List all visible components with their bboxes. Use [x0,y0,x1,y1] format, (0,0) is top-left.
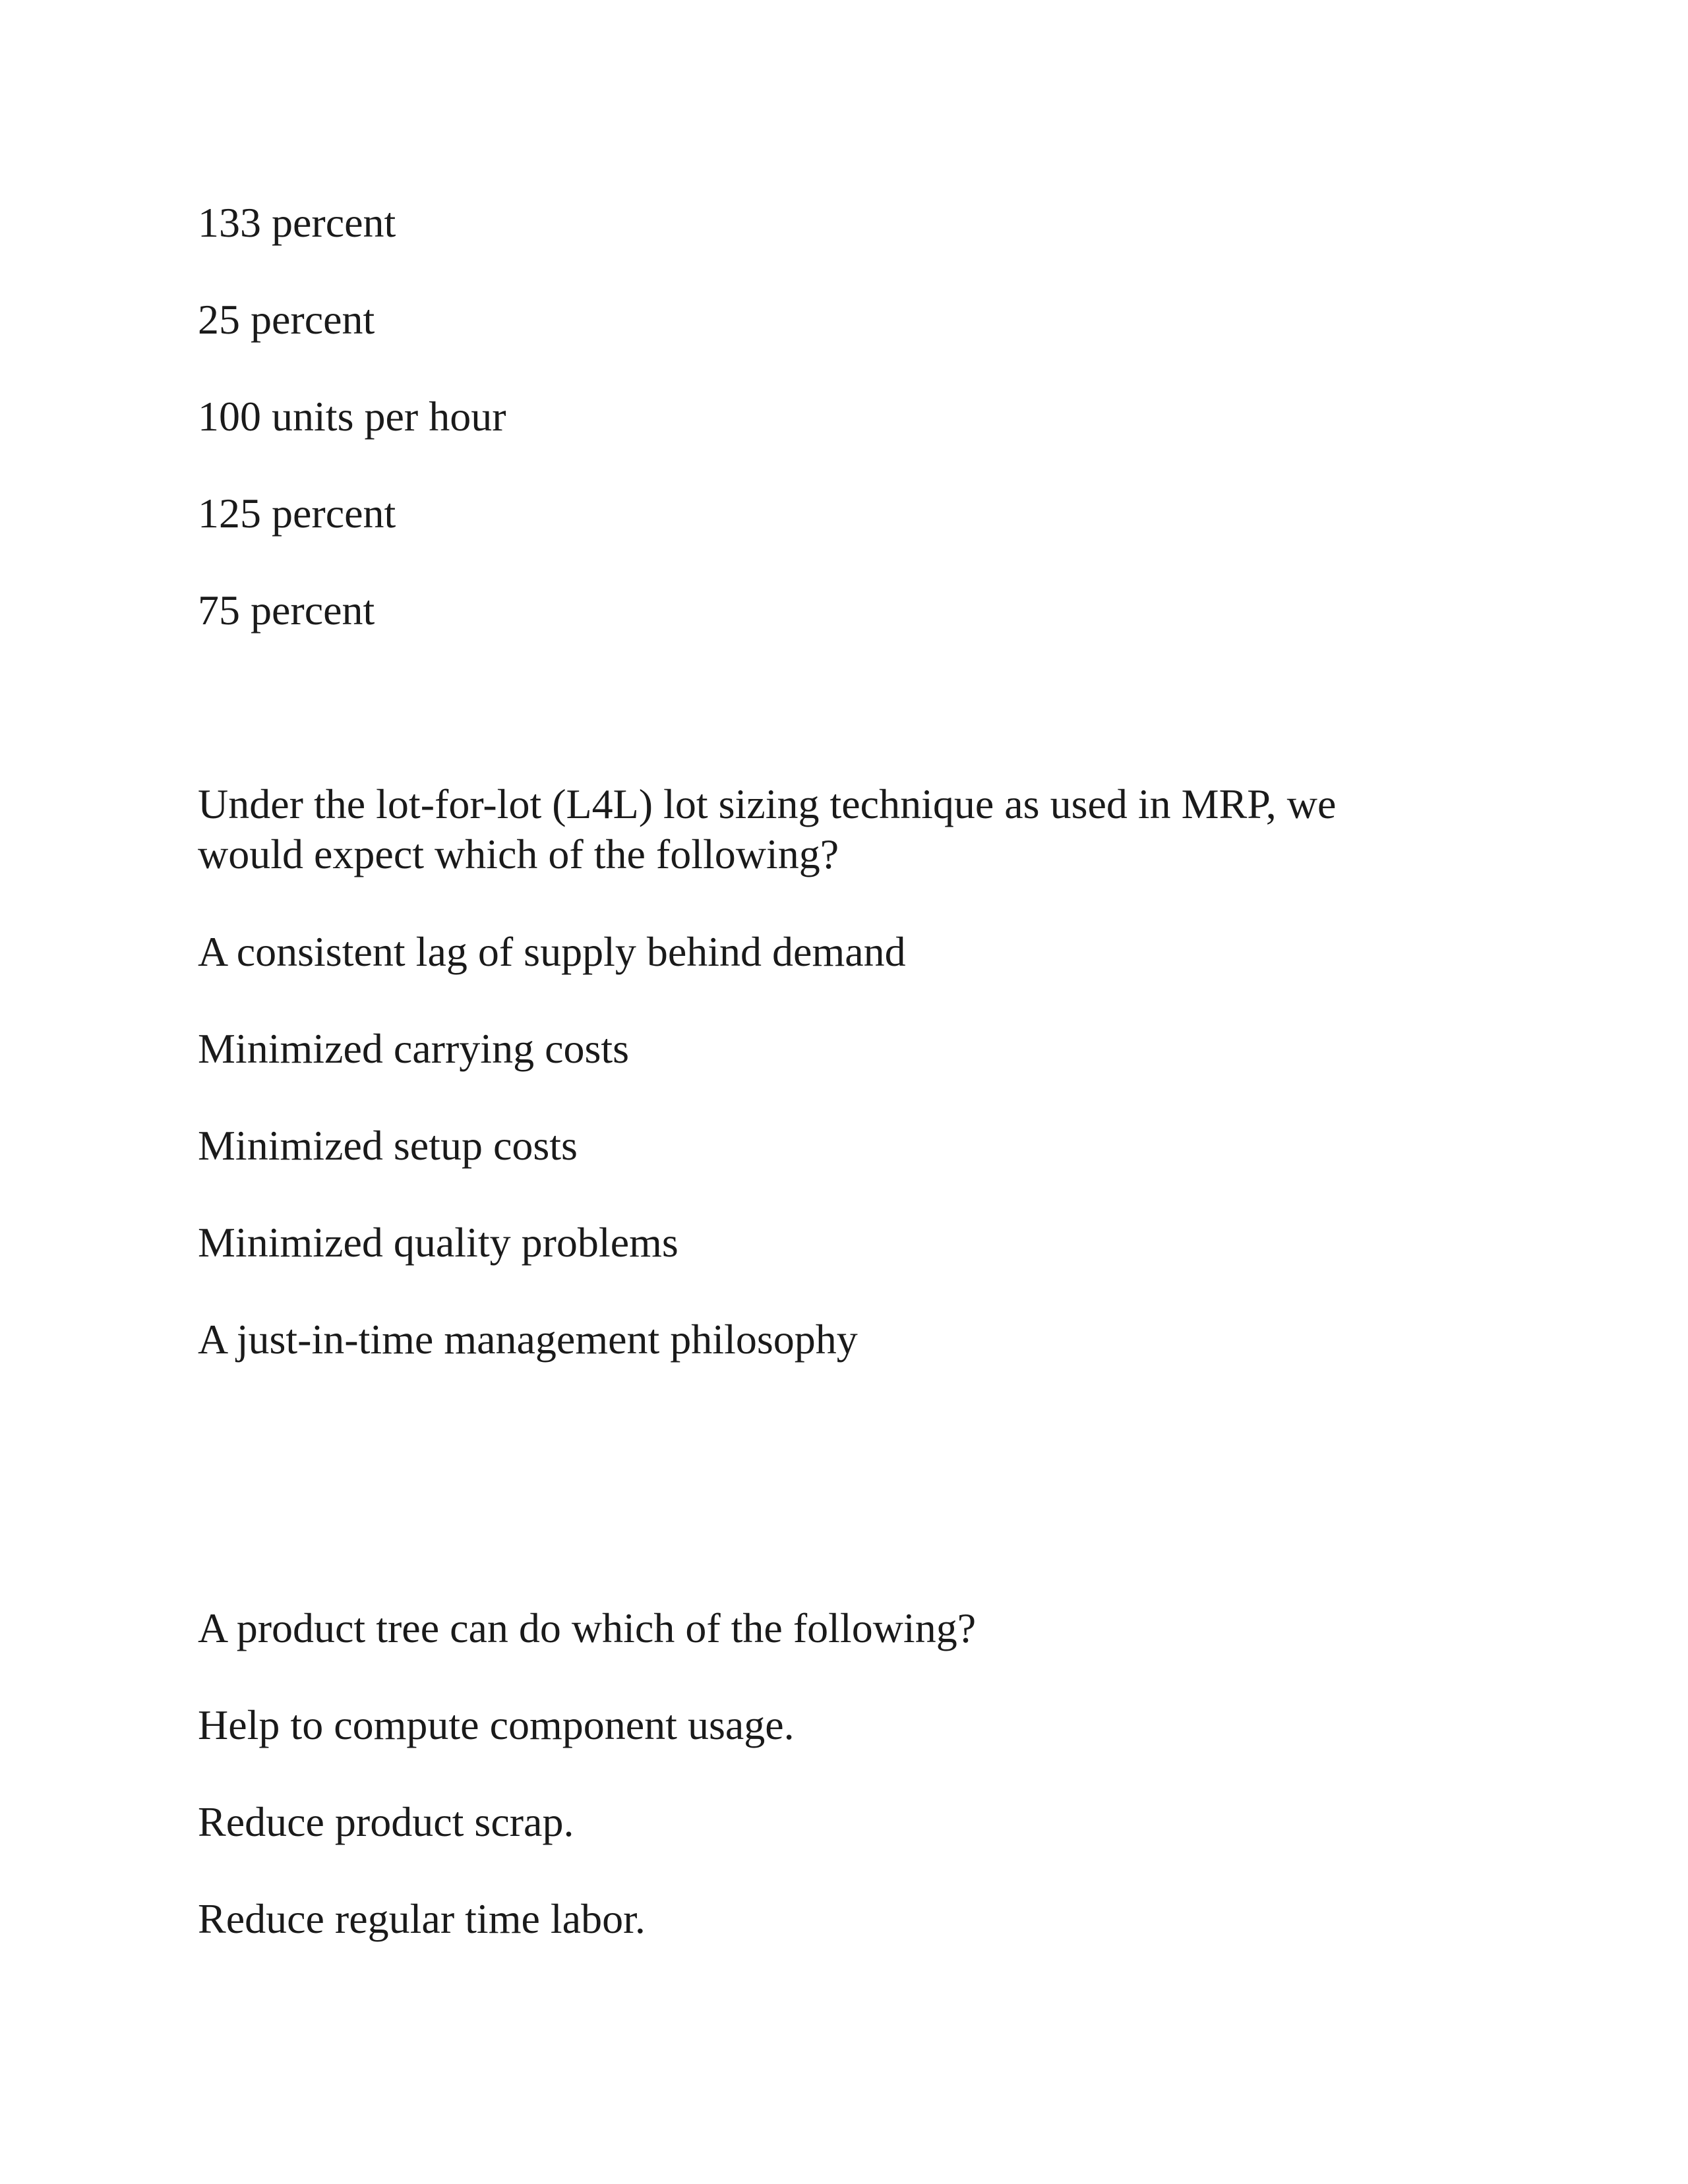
answer-option: A consistent lag of supply behind demand [198,928,906,975]
answer-option: 133 percent [198,199,396,246]
answer-option: 125 percent [198,490,396,537]
answer-option: Reduce regular time labor. [198,1895,646,1942]
answer-option: Reduce product scrap. [198,1798,574,1845]
answer-option: Minimized quality problems [198,1219,678,1266]
answer-option: Help to compute component usage. [198,1701,795,1748]
answer-option: 25 percent [198,296,375,343]
answer-option: 75 percent [198,587,375,634]
question-text: Under the lot-for-lot (L4L) lot sizing technique as used in MRP, we would expect which of the following? [198,781,1337,877]
answer-option: Minimized setup costs [198,1122,578,1169]
answer-option: 100 units per hour [198,393,506,440]
answer-option: A just-in-time management philosophy [198,1316,858,1363]
question-text: A product tree can do which of the following? [198,1605,977,1651]
answer-option: Minimized carrying costs [198,1025,630,1072]
